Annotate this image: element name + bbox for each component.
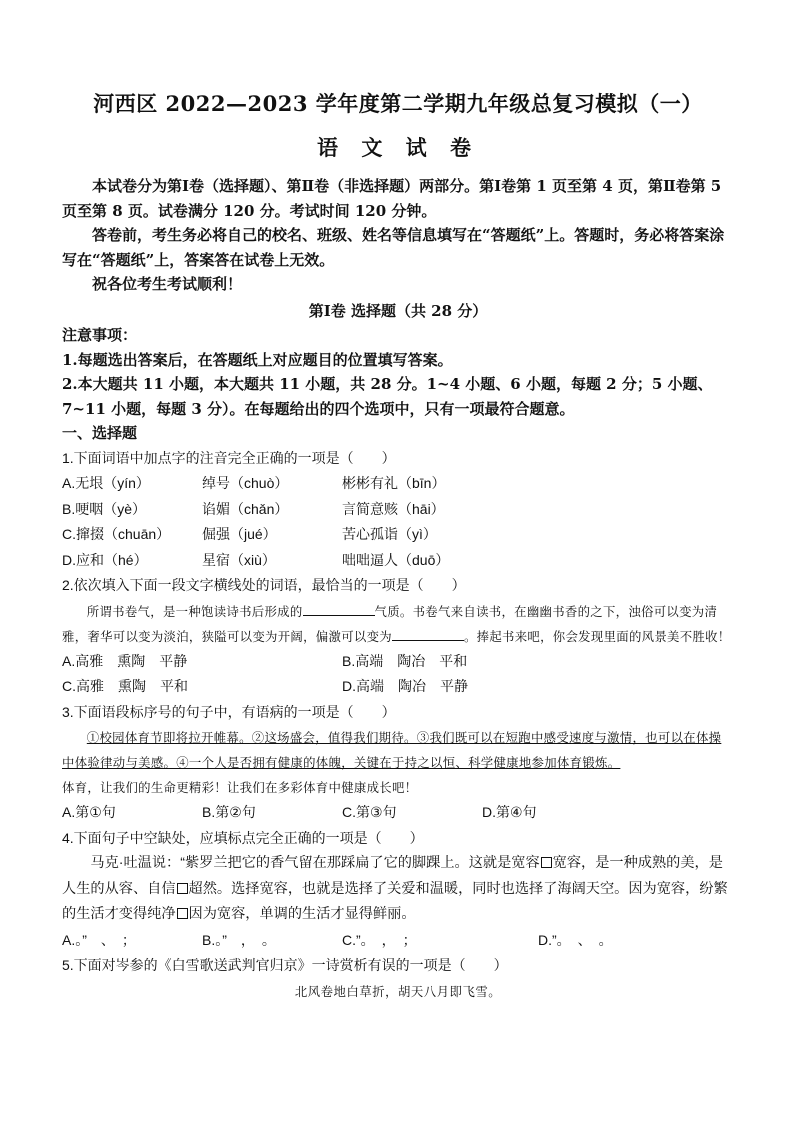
option-d-1: D.应和（hé） — [62, 551, 148, 568]
option-d: D.高端 陶冶 平静 — [342, 678, 468, 694]
question-5-poem-line: 北风卷地白草折，胡天八月即飞雪。 — [294, 983, 502, 999]
question-5-stem: 5.下面对岑参的《白雪歌送武判官归京》一诗赏析有误的一项是（ ） — [62, 957, 508, 973]
exam-title: 河西区 2022—2023 学年度第二学期九年级总复习模拟（一） — [93, 91, 703, 116]
option-c-2: 倔强（jué） — [202, 526, 277, 542]
option-a: A.。” 、 ； — [62, 931, 136, 948]
exam-subtitle: 语 文 试 卷 — [317, 135, 479, 160]
question-4-stem: 4.下面句子中空缺处，应填标点完全正确的一项是（ ） — [62, 829, 424, 846]
option-b: B.第②句 — [202, 804, 256, 820]
notice-title: 注意事项： — [62, 326, 138, 344]
blank-box — [541, 857, 552, 868]
passage-text: 超然。选择宽容，也就是选择了关爱和温暖，同时也选择了海阔天空。因为宽容，纷繁的生活才变得纯净 — [62, 880, 728, 922]
option-b-1: B.哽咽（yè） — [62, 500, 147, 517]
question-3-options — [62, 800, 734, 826]
option-d-3: 咄咄逼人（duō） — [342, 551, 450, 568]
option-c-3: 苦心孤诣（yì） — [342, 526, 437, 542]
option-d-2: 星宿（xiù） — [202, 551, 276, 568]
passage-text: 。捧起书来吧，你会发现里面的风景美不胜收！ — [463, 628, 731, 644]
blank-box — [177, 908, 188, 919]
passage-text: 宽容，是一种成熟的美，是人生的从容、自信 — [62, 855, 723, 897]
intro-paragraph-1: 本试卷分为第Ⅰ卷（选择题）、第Ⅱ卷（非选择题）两部分。第Ⅰ卷第 1 页至第 4 页，第Ⅱ卷第 5 页至第 8 页。试卷满分 120 分。考试时间 120 分钟。 — [62, 177, 722, 220]
passage-text: 马克·吐温说：“紫罗兰把它的香气留在那踩扁了它的脚踝上。这就是宽容 — [90, 855, 540, 871]
option-b-3: 言简意赅（hāi） — [342, 500, 445, 517]
intro-paragraph-2: 答卷前，考生务必将自己的校名、班级、姓名等信息填写在“答题纸”上。答题时，务必将答案涂写在“答题纸”上，答案答在试卷上无效。 — [62, 226, 725, 269]
question-2-passage — [62, 599, 734, 649]
option-a-1: A.无垠（yín） — [62, 475, 150, 491]
option-b-2: 谄媚（chǎn） — [202, 500, 289, 517]
question-4-options — [62, 928, 734, 954]
option-c: C.高雅 熏陶 平和 — [62, 678, 188, 694]
option-a-2: 绰号（chuò） — [202, 475, 289, 491]
passage-text: 气质。书卷气来自读书，在幽幽书香的之下，浊俗可以变为清雅，奢华可以变为淡泊，狭隘可以变为开阔，偏激可以变为 — [62, 603, 718, 644]
intro-wishes: 祝各位考生考试顺利！ — [92, 275, 243, 293]
option-d: D.第④句 — [482, 804, 537, 820]
question-2-options — [62, 649, 734, 700]
notice-item-1: 1.每题选出答案后，在答题纸上对应题目的位置填写答案。 — [62, 350, 453, 369]
option-a: A.高雅 熏陶 平静 — [62, 652, 188, 669]
option-a-3: 彬彬有礼（bīn） — [342, 475, 446, 491]
option-d: D.”。 、 。 — [538, 931, 613, 948]
option-a: A.第①句 — [62, 804, 116, 820]
question-3-passage: ①校园体育节即将拉开帷幕。②这场盛会，值得我们期待。③我们既可以在短跑中感受速度与激情，也可以在体操中体验律动与美感。④一个人是否拥有健康的体魄，关键在于持之以恒、科学健康地参加体育锻炼。 — [62, 730, 722, 770]
fill-blank — [392, 628, 464, 641]
question-1-options — [62, 471, 734, 573]
blank-box — [177, 883, 188, 894]
option-c: C.”。 ， ； — [342, 931, 417, 948]
question-3-passage-end: 体育，让我们的生命更精彩！让我们在多彩体育中健康成长吧！ — [62, 780, 418, 795]
question-1-stem: 1.下面词语中加点字的注音完全正确的一项是（ ） — [62, 449, 396, 466]
question-3-stem: 3.下面语段标序号的句子中，有语病的一项是（ ） — [62, 703, 396, 720]
section-heading: 一、选择题 — [62, 424, 138, 442]
notice-item-2: 2.本大题共 11 小题，本大题共 11 小题，共 28 分。1~4 小题、6 小题，每题 2 分；5 小题、7~11 小题，每题 3 分）。在每题给出的四个选项中，只有一项最符合题意。 — [62, 375, 713, 418]
fill-blank — [303, 603, 375, 616]
question-2-stem: 2.依次填入下面一段文字横线处的词语，最恰当的一项是（ ） — [62, 577, 466, 593]
question-4-passage — [62, 851, 734, 928]
part1-heading: 第Ⅰ卷 选择题（共 28 分） — [308, 301, 488, 320]
option-c-1: C.撺掇（chuān） — [62, 526, 171, 542]
option-c: C.第③句 — [342, 804, 397, 820]
option-b: B.高端 陶冶 平和 — [342, 652, 468, 669]
option-b: B.。” ， 。 — [202, 931, 276, 948]
passage-text: 所谓书卷气，是一种饱读诗书后形成的 — [86, 603, 303, 619]
passage-text: 因为宽容，单调的生活才显得鲜丽。 — [188, 906, 416, 922]
